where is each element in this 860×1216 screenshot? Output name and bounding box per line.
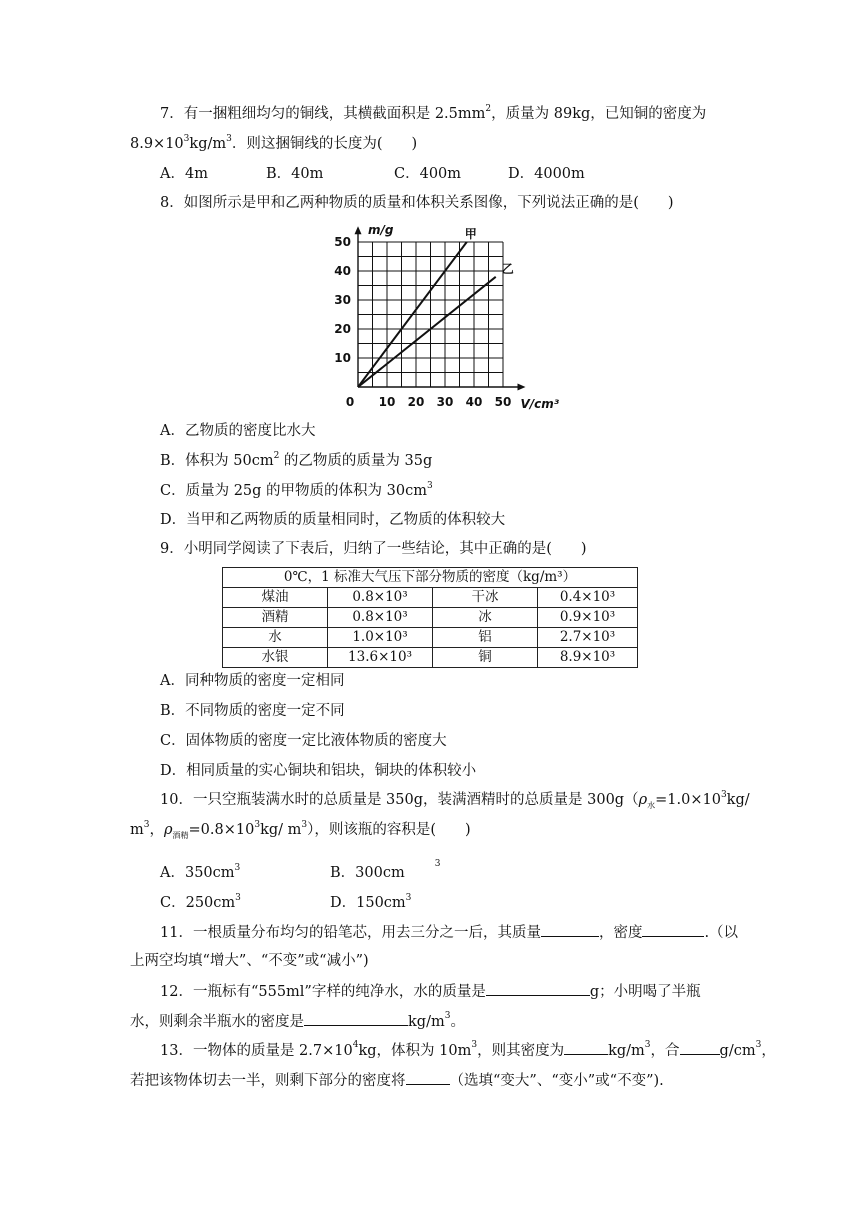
q10-option-c: C．$250cm^3$ [160, 893, 241, 911]
q8-option-d: D．当甲和乙两物质的质量相同时，乙物质的体积较大 [160, 512, 506, 528]
series-label: 乙 [501, 261, 514, 276]
x-tick-label: 0 [345, 395, 355, 409]
x-tick-label: 30 [436, 395, 454, 409]
q8-stem: 8．如图所示是甲和乙两种物质的质量和体积关系图像，下列说法正确的是( ) [160, 195, 674, 211]
y-tick-label: 30 [334, 293, 351, 307]
table-row: 水 1.0×10³ 铝 2.7×10³ [223, 628, 638, 648]
chart-grid [358, 242, 503, 387]
chart-series [358, 227, 514, 387]
q7-stem-line2: $8.9\times 10^3kg/m^3$．则这捆铜线的长度为( ) [130, 134, 418, 152]
q10-stem-line1: 10．一只空瓶装满水时的总质量是 350g，装满酒精时的总质量是 $300g(\rho_水=1.0\times 10^3kg/$ [160, 790, 750, 810]
series-line [358, 277, 496, 387]
q12-stem-line2: 水，则剩余半瓶水的密度是 $kg/m^3$。 [130, 1011, 465, 1030]
mass-volume-chart [330, 222, 560, 418]
q13-stem-line2: 若把该物体切去一半，则剩下部分的密度将 （选填“变大”、“变小”或“不变”). [130, 1070, 664, 1091]
density-table [222, 567, 638, 668]
q9-option-c: C．固体物质的密度一定比液体物质的密度大 [160, 733, 447, 749]
q10-option-d: D．$150cm^3$ [330, 893, 412, 911]
y-axis-arrow [355, 226, 362, 234]
x-tick-label: 10 [378, 395, 396, 409]
x-tick-label: 20 [407, 395, 425, 409]
q9-option-d: D．相同质量的实心铜块和铝块，铜块的体积较小 [160, 763, 477, 779]
q9-option-a: A．同种物质的密度一定相同 [160, 673, 345, 689]
q13-stem-line1: 13．一物体的质量是 $2.7\times 10^4kg$，体积为 $10m^3$，则其密度为 $kg/m^3$，合 $g/cm^3$， [160, 1040, 776, 1059]
y-axis-label: m/g [368, 223, 394, 237]
q12-stem-line1: 12．一瓶标有“555ml”字样的纯净水，水的质量是 g；小明喝了半瓶 [160, 981, 701, 1002]
x-axis-arrow [518, 384, 526, 391]
q7-option-a: A．4m [160, 166, 208, 182]
q9-stem: 9．小明同学阅读了下表后，归纳了一些结论，其中正确的是( ) [160, 541, 587, 557]
chart-axes [355, 226, 526, 390]
q11-blank-mass[interactable] [541, 922, 599, 937]
q7-option-c: C．400m [394, 166, 462, 182]
q7-option-d: D．4000m [508, 166, 585, 182]
q9-option-b: B．不同物质的密度一定不同 [160, 703, 345, 719]
x-tick-label: 40 [465, 395, 483, 409]
x-tick-label: 50 [494, 395, 512, 409]
series-label: 甲 [464, 227, 477, 241]
y-tick-label: 40 [334, 264, 351, 278]
q10-option-a: A．$350cm^3$ [160, 863, 241, 881]
table-row: 煤油 0.8×10³ 干冰 0.4×10³ [223, 588, 638, 608]
q10-stem-line2: $m^3$，$\rho_{酒精}=0.8\times 10^3kg/$ $m^3$），则该瓶的容积是( ) [130, 820, 471, 840]
y-tick-label: 10 [334, 351, 351, 365]
x-axis-label: V/cm³ [520, 397, 560, 411]
y-tick-label: 20 [334, 322, 351, 336]
table-row: 水银 13.6×10³ 铜 8.9×10³ [223, 648, 638, 668]
q12-blank-mass[interactable] [486, 981, 590, 996]
q8-option-b: B．体积为 $50cm^2$ 的乙物质的质量为 35g [160, 451, 433, 469]
q11-blank-density[interactable] [642, 922, 704, 937]
table-title-row [223, 568, 638, 588]
q7-option-b: B．40m [266, 166, 324, 182]
q10-option-b: B．$300cm^3$ [330, 859, 441, 881]
y-tick-label: 50 [334, 235, 351, 249]
table-title: 0℃，1 标准大气压下部分物质的密度（kg/m³） [223, 568, 638, 588]
q13-blank-density-change[interactable] [406, 1070, 450, 1085]
q11-stem-line1: 11．一根质量分布均匀的铅笔芯，用去三分之一后，其质量 ，密度 .（以 [160, 922, 738, 943]
q12-blank-density[interactable] [304, 1011, 408, 1026]
q8-option-c: C．质量为 25g 的甲物质的体积为 $30cm^3$ [160, 481, 433, 499]
q13-blank-density-gcm3[interactable] [680, 1040, 720, 1055]
table-row: 酒精 0.8×10³ 冰 0.9×10³ [223, 608, 638, 628]
q7-stem-line1: 7．有一捆粗细均匀的铜线，其横截面积是 $2.5mm^2$，质量为 89kg，已知铜的密度为 [160, 104, 707, 122]
q8-option-a: A．乙物质的密度比水大 [160, 423, 316, 439]
q13-blank-density-kgm3[interactable] [564, 1040, 608, 1055]
q11-stem-line2: 上两空均填“增大”、“不变”或“减小”) [130, 953, 369, 969]
